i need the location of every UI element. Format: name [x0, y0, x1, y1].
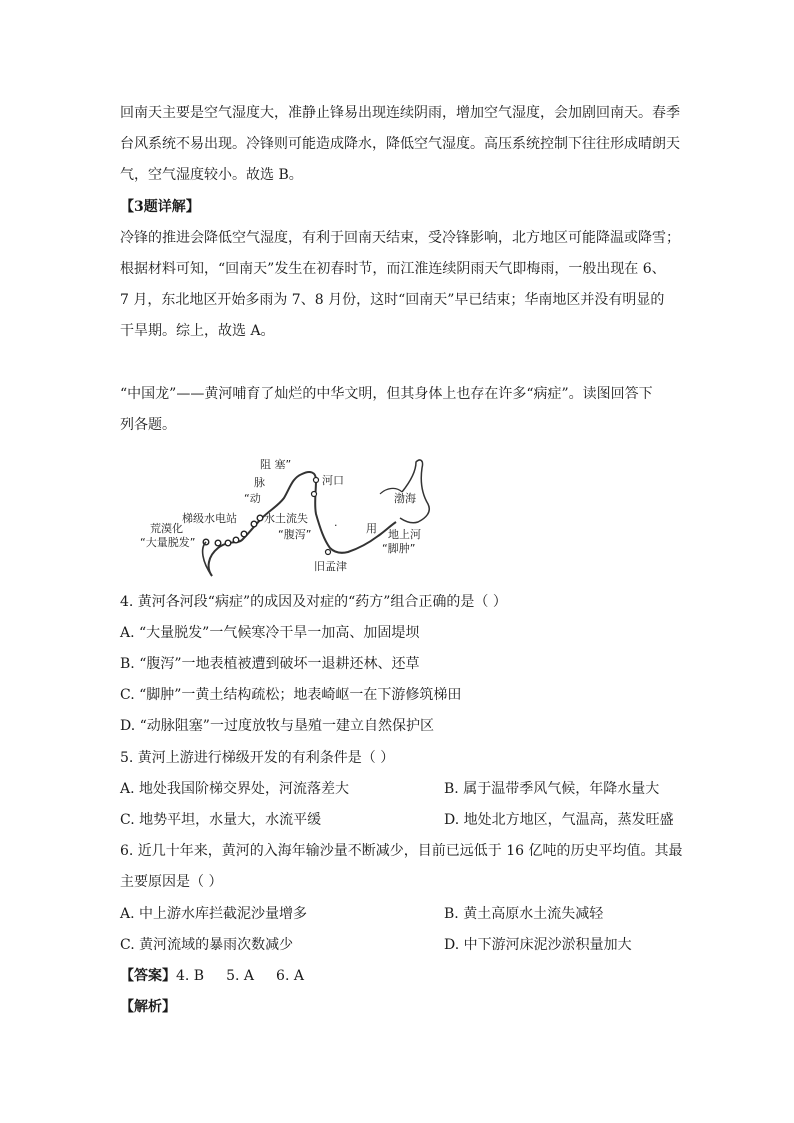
q4-option-a: A. “大量脱发”一气候寒冷干旱一加高、加固堤坝	[120, 625, 420, 641]
label-dishang: 地上河	[388, 528, 421, 541]
paragraph-line: 干旱期。综上，故选 A。	[120, 323, 275, 339]
label-tiji: 梯级水电站	[182, 512, 237, 525]
dam-dot	[225, 540, 231, 546]
answer-item: 6. A	[276, 968, 304, 984]
yellow-river-map-svg	[120, 452, 450, 592]
q5-option-a: A. 地处我国阶梯交界处，河流落差大	[120, 781, 350, 797]
paragraph-line: 冷锋的推进会降低空气湿度，有利于回南天结束，受冷锋影响，北方地区可能降温或降雪；	[120, 230, 680, 246]
label-mai: 脉	[254, 476, 265, 489]
q6-option-c: C. 黄河流域的暴雨次数减少	[120, 937, 294, 953]
paragraph-line: 台风系统不易出现。冷锋则可能造成降水，降低空气湿度。高压系统控制下往往形成晴朗天	[120, 136, 680, 152]
paragraph-line: 根据材料可知，“回南天”发生在初春时节，而江淮连续阴雨天气即梅雨，一般出现在 6、	[120, 261, 666, 277]
hekou-dot	[314, 478, 319, 483]
q6-option-b: B. 黄土高原水土流失减轻	[444, 906, 604, 922]
q4-stem: 4. 黄河各河段“病症”的成因及对症的“药方”组合正确的是（ ）	[120, 594, 507, 610]
dam-dot	[257, 515, 263, 521]
q5-stem: 5. 黄河上游进行梯级开发的有利条件是（ ）	[120, 750, 395, 766]
dam-dot	[233, 537, 239, 543]
answer-item: 4. B	[176, 968, 205, 984]
label-shuitu: 水土流失	[264, 512, 308, 525]
label-yong: 用	[366, 522, 377, 535]
dam-dot	[241, 531, 247, 537]
label-fuxie: “腹泻”	[278, 528, 312, 541]
paragraph-line: 7 月，东北地区开始多雨为 7、8 月份，这时“回南天”早已结束；华南地区并没有明显的	[120, 292, 665, 308]
q3-heading: 【3题详解】	[120, 199, 200, 215]
answer-label: 【答案】	[120, 968, 176, 984]
jiumengjin-dot	[326, 550, 331, 555]
label-dalian: “大量脱发”	[140, 536, 196, 549]
q5-option-d: D. 地处北方地区，气温高，蒸发旺盛	[444, 812, 674, 828]
label-zusai: 阻 塞”	[260, 458, 292, 471]
label-hekou: 河口	[322, 474, 344, 487]
label-jiaozhong: “脚肿”	[382, 542, 416, 555]
paragraph-line: 回南天主要是空气湿度大，准静止锋易出现连续阴雨，增加空气湿度，会加剧回南天。春季	[120, 105, 680, 121]
q5-option-c: C. 地势平坦，水量大，水流平缓	[120, 812, 322, 828]
q6-stem-line: 主要原因是（ ）	[120, 874, 223, 890]
label-dot: .	[334, 516, 338, 529]
q4-option-b: B. “腹泻”一地表植被遭到破坏一退耕还林、还草	[120, 656, 420, 672]
intro-line: “中国龙”——黄河哺育了灿烂的中华文明，但其身体上也存在许多“病症”。读图回答下	[120, 386, 653, 402]
q4-option-d: D. “动脉阻塞”一过度放牧与垦殖一建立自然保护区	[120, 718, 434, 734]
paragraph-line: 气，空气湿度较小。故选 B。	[120, 167, 303, 183]
answer-line	[120, 966, 680, 986]
q4-option-c: C. “脚肿”一黄土结构疏松；地表崎岖一在下游修筑梯田	[120, 687, 462, 703]
dam-dot	[251, 521, 257, 527]
answer-item: 5. A	[226, 968, 255, 984]
q6-stem-line: 6. 近几十年来，黄河的入海年输沙量不断减少，目前已远低于 16 亿吨的历史平均值。其最	[120, 843, 683, 859]
label-jiumengjin: 旧孟津	[314, 560, 347, 573]
label-bohai: 渤海	[394, 492, 416, 505]
label-dong: “动	[244, 492, 261, 505]
dam-dot	[215, 540, 221, 546]
hekou-dot	[312, 492, 317, 497]
yellow-river-map	[120, 452, 450, 592]
label-huang: 荒漠化	[150, 522, 183, 535]
q6-option-d: D. 中下游河床泥沙淤积量加大	[444, 937, 632, 953]
intro-line: 列各题。	[120, 417, 176, 433]
q6-option-a: A. 中上游水库拦截泥沙量增多	[120, 906, 308, 922]
analysis-heading: 【解析】	[120, 999, 176, 1015]
q5-option-b: B. 属于温带季风气候，年降水量大	[444, 781, 660, 797]
